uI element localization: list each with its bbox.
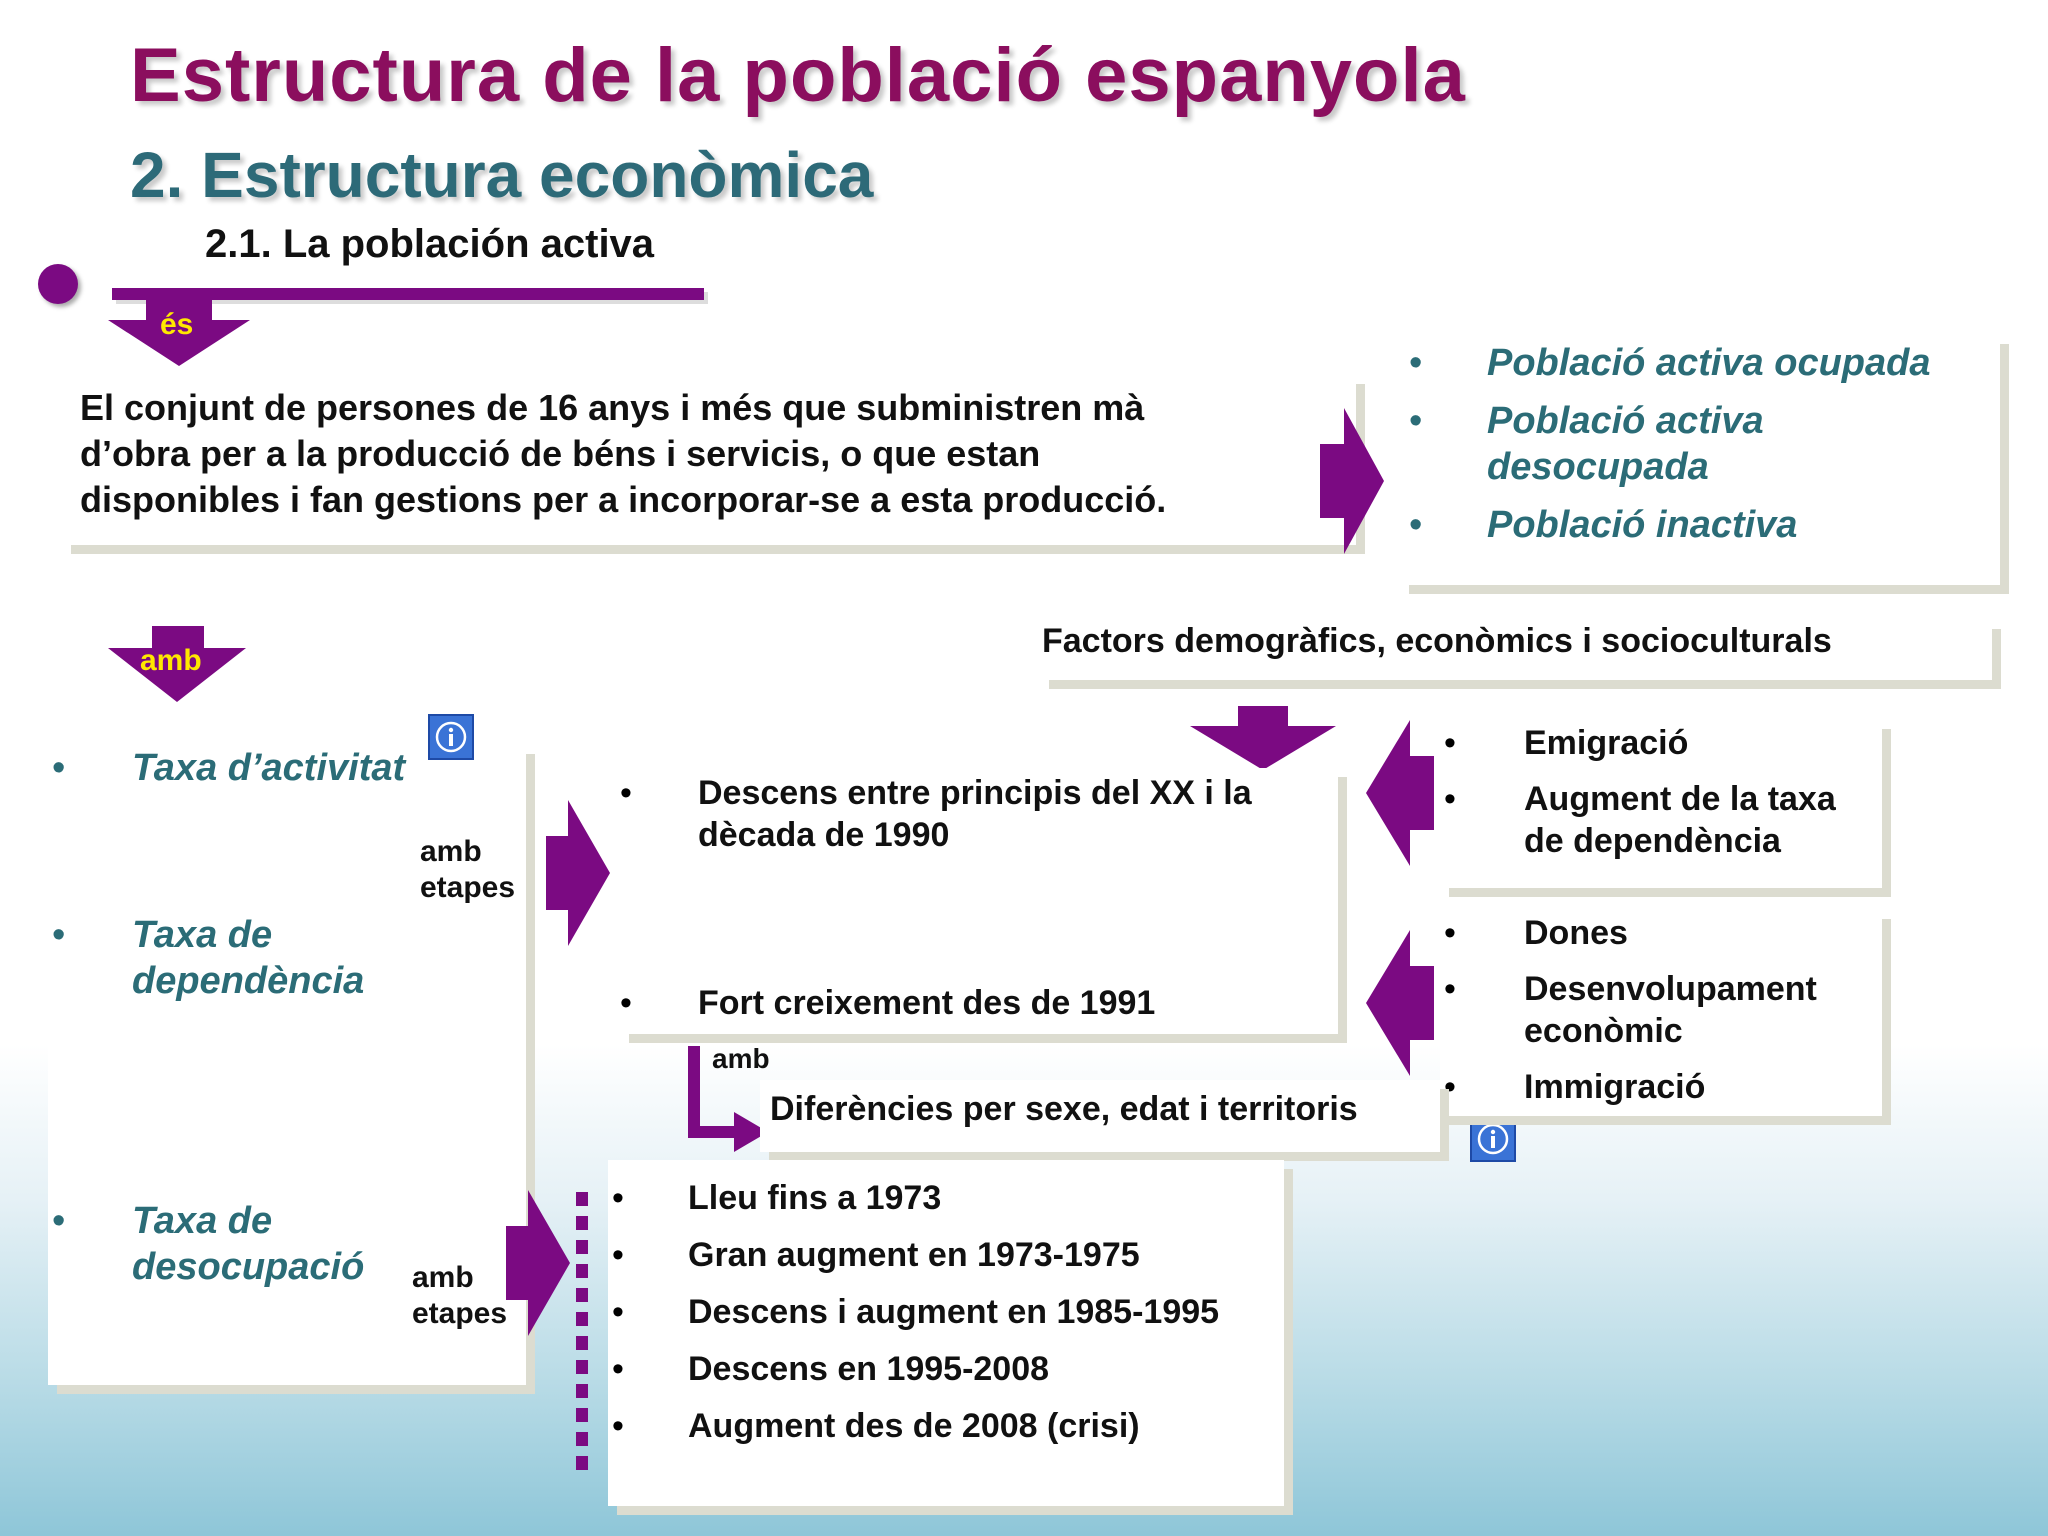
bullet-icon: • <box>612 1407 624 1445</box>
factors-title: Factors demogràfics, econòmics i socioculturals <box>1042 622 1832 660</box>
decline-causes-arrow <box>1366 720 1434 866</box>
population-type-item: • Població activa desocupada <box>1409 400 1764 488</box>
bullet-icon: • <box>1409 504 1423 546</box>
rates-list <box>52 745 406 791</box>
decline-cause-item: • Augment de la taxa de dependència <box>1444 780 1836 860</box>
definition-right-arrow <box>1320 408 1384 554</box>
etapes-word: etapes <box>420 871 516 904</box>
activity-stages-list-2 <box>620 982 1156 1024</box>
bullet-icon: • <box>1444 780 1456 818</box>
rate-activity: • Taxa d’activitat <box>52 747 406 789</box>
info-icon-activity[interactable] <box>428 714 474 760</box>
unemployment-stages-list <box>612 1170 1220 1455</box>
es-label: és <box>160 308 194 341</box>
growth-cause-item: • Immigració <box>1444 1068 1706 1106</box>
timeline-dotted-bar <box>576 1192 588 1470</box>
factors-down-arrow <box>1190 706 1336 770</box>
growth-causes-list <box>1444 912 1874 1108</box>
decline-cause-item: • Emigració <box>1444 724 1689 762</box>
etapes-word: etapes <box>412 1297 508 1330</box>
bullet-icon: • <box>52 1200 66 1242</box>
section-title: 2.1. La población activa <box>205 222 655 266</box>
unemployment-stage-item: • Augment des de 2008 (crisi) <box>688 1398 1219 1455</box>
unemployment-stage-item: • Descens i augment en 1985-1995 <box>688 1284 1219 1341</box>
bullet-icon: • <box>620 984 632 1022</box>
decline-causes-list <box>1444 722 1874 862</box>
info-icon-differences[interactable] <box>1470 1116 1516 1162</box>
bullet-icon: • <box>1444 724 1456 762</box>
activity-stages-list <box>620 772 1318 856</box>
bullet-icon: • <box>1444 970 1456 1008</box>
rate-dependency: • Taxa de dependència <box>52 914 365 1002</box>
section-dot <box>38 264 78 304</box>
bullet-icon: • <box>1444 914 1456 952</box>
bullet-icon: • <box>52 747 66 789</box>
definition-text <box>80 385 1166 523</box>
growth-cause-item: • Dones <box>1444 914 1628 952</box>
growth-cause-item: • Desenvolupament econòmic <box>1444 970 1817 1050</box>
population-types-list <box>1409 340 1931 548</box>
amb-diff-label: amb <box>712 1043 770 1074</box>
bullet-icon: • <box>612 1236 624 1274</box>
bullet-icon: • <box>1444 1068 1456 1106</box>
rates-list-3 <box>52 1198 402 1290</box>
page-subtitle: 2. Estructura econòmica <box>130 139 874 211</box>
growth-causes-arrow <box>1366 930 1434 1076</box>
activity-stage-1: • Descens entre principis del XX i la dècada de 1990 <box>620 774 1252 854</box>
bullet-icon: • <box>52 914 66 956</box>
amb-label: amb <box>140 644 202 677</box>
bullet-icon: • <box>620 774 632 812</box>
section-rule <box>112 288 704 300</box>
unemployment-stage-item: • Lleu fins a 1973 <box>688 1170 1219 1227</box>
amb-word: amb <box>420 835 482 868</box>
bullet-icon: • <box>1409 400 1423 442</box>
activity-stages-arrow <box>546 800 610 946</box>
rate-unemployment: • Taxa de desocupació <box>52 1200 365 1288</box>
definition-line-2: d’obra per a la producció de béns i servicis, o que estan <box>80 433 1041 474</box>
rates-list-2 <box>52 912 402 1004</box>
bullet-icon: • <box>612 1293 624 1331</box>
definition-line-1: El conjunt de persones de 16 anys i més que subministren mà <box>80 387 1145 428</box>
unemployment-stages-arrow <box>506 1190 570 1336</box>
amb-etapes-label-1 <box>420 834 515 906</box>
unemployment-stage-item: • Gran augment en 1973-1975 <box>688 1227 1219 1284</box>
amb-etapes-label-2 <box>412 1260 507 1332</box>
bullet-icon: • <box>612 1179 624 1217</box>
activity-stage-2: • Fort creixement des de 1991 <box>620 984 1156 1022</box>
bullet-icon: • <box>612 1350 624 1388</box>
definition-line-3: disponibles i fan gestions per a incorporar-se a esta producció. <box>80 479 1167 520</box>
page-title: Estructura de la població espanyola <box>130 33 1466 118</box>
differences-text: Diferències per sexe, edat i territoris <box>770 1090 1358 1128</box>
amb-word: amb <box>412 1261 474 1294</box>
unemployment-stage-item: • Descens en 1995-2008 <box>688 1341 1219 1398</box>
population-type-item: • Població activa ocupada <box>1409 342 1931 384</box>
population-type-item: • Població inactiva <box>1409 504 1798 546</box>
bullet-icon: • <box>1409 342 1423 384</box>
